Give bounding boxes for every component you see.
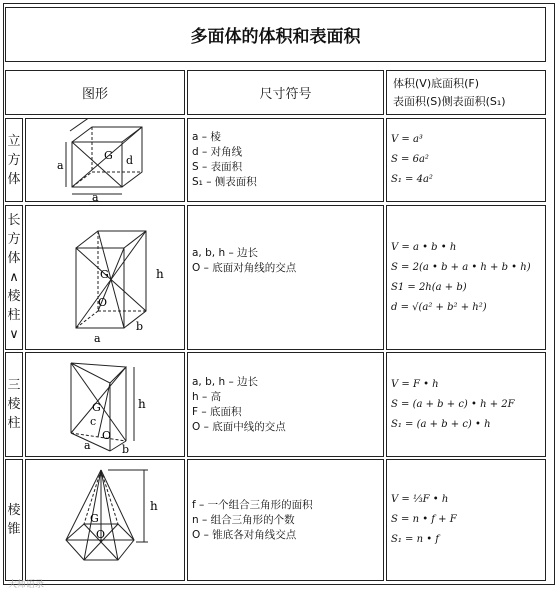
cube-diagram (26, 119, 186, 203)
header-formulas (386, 70, 546, 115)
prism-label-h: h (138, 397, 146, 411)
pyramid-diagram (26, 460, 186, 582)
symbol-line: a, b, h – 边长 (192, 375, 259, 388)
formula-line: V = F • h (391, 378, 439, 390)
cuboid-label-h: h (156, 267, 164, 281)
formula-line: S₁ = n • f (391, 534, 439, 545)
formulas-cuboid (386, 205, 546, 350)
table-title: 多面体的体积和表面积 (5, 7, 546, 62)
cuboid-label-o: O (98, 296, 108, 309)
symbol-line: O – 底面对角线的交点 (192, 262, 297, 274)
cube-label-g: G (104, 149, 113, 162)
row-name-char: ∧ (9, 270, 19, 285)
formulas-triangular-prism (386, 352, 546, 457)
cuboid-diagram (26, 206, 186, 351)
formula-line: d = √(a² + b² + h²) (391, 301, 487, 313)
formula-line: S₁ = 4a² (391, 174, 433, 185)
cube-label-a-bottom: a (92, 191, 99, 203)
symbol-line: h – 高 (192, 390, 222, 403)
formula-line: V = a • b • h (391, 241, 457, 253)
row-name-pyramid (5, 459, 23, 581)
row-name-char: 方 (7, 152, 21, 168)
symbol-line: d – 对角线 (192, 146, 243, 158)
formula-line: S = 6a² (391, 154, 429, 165)
formula-line: S₁ = (a + b + c) • h (391, 418, 491, 430)
formula-line: V = a³ (391, 134, 423, 145)
symbol-line: F – 底面积 (192, 405, 242, 418)
formula-line: S = (a + b + c) • h + 2F (391, 398, 515, 410)
figure-cube (25, 118, 185, 202)
cube-label-d: d (126, 154, 134, 167)
formula-line: S1 = 2h(a + b) (391, 281, 467, 293)
symbol-line: S – 表面积 (192, 161, 243, 173)
row-name-char: 柱 (7, 416, 21, 431)
cube-label-a-left: a (57, 159, 64, 172)
pyramid-label-o: O (96, 528, 106, 541)
symbol-line: a – 棱 (192, 131, 221, 143)
header-symbols: 尺寸符号 (187, 70, 384, 115)
header-shape: 图形 (5, 70, 185, 115)
symbols-pyramid (187, 459, 384, 581)
row-name-char: 立 (7, 133, 21, 149)
prism-label-b: b (122, 443, 130, 456)
row-name-char: 棱 (7, 397, 21, 412)
cuboid-label-b: b (136, 320, 144, 333)
symbols-cuboid (187, 205, 384, 350)
prism-label-o: O (102, 429, 112, 442)
figure-triangular-prism (25, 352, 185, 457)
symbol-line: O – 锥底各对角线交点 (192, 528, 297, 541)
figure-cuboid (25, 205, 185, 350)
pyramid-label-h: h (150, 499, 158, 513)
row-name-cube (5, 118, 23, 202)
symbols-triangular-prism (187, 352, 384, 457)
symbol-line: f – 一个组合三角形的面积 (192, 498, 313, 511)
row-name-char: 棱 (7, 503, 21, 518)
formulas-cube (386, 118, 546, 202)
prism-label-a: a (84, 439, 91, 452)
formula-line: S = n • f + F (391, 514, 457, 525)
row-name-char: 锥 (7, 522, 21, 537)
row-name-char: 三 (7, 378, 21, 393)
cuboid-label-g: G (100, 268, 109, 281)
formulas-pyramid (386, 459, 546, 581)
symbol-line: a, b, h – 边长 (192, 247, 259, 259)
triangular-prism-diagram (26, 353, 186, 458)
formula-line: S = 2(a • b + a • h + b • h) (391, 261, 531, 273)
row-name-char: 棱 (7, 289, 21, 304)
prism-label-g: G (92, 401, 101, 414)
row-name-char: 长 (7, 213, 21, 228)
formula-line: V = ⅓F • h (391, 494, 449, 505)
cuboid-label-a: a (94, 332, 101, 345)
row-name-char: 方 (7, 232, 21, 247)
watermark: 大师语录 (8, 580, 45, 590)
pyramid-label-g: G (90, 512, 99, 525)
row-name-char: 体 (7, 251, 21, 266)
header-formulas-line1: 体积(V)底面积(F) (393, 76, 480, 90)
symbols-cube (187, 118, 384, 202)
row-name-triangular-prism (5, 352, 23, 457)
symbol-line: n – 组合三角形的个数 (192, 513, 295, 526)
header-formulas-line2: 表面积(S)侧表面积(S₁) (393, 94, 506, 108)
row-name-cuboid (5, 205, 23, 350)
symbol-line: S₁ – 侧表面积 (192, 176, 257, 188)
symbol-line: O – 底面中线的交点 (192, 420, 286, 433)
figure-pyramid (25, 459, 185, 581)
row-name-char: ∨ (9, 327, 19, 342)
row-name-char: 柱 (7, 308, 21, 323)
prism-label-c: c (90, 415, 97, 428)
row-name-char: 体 (7, 171, 21, 187)
